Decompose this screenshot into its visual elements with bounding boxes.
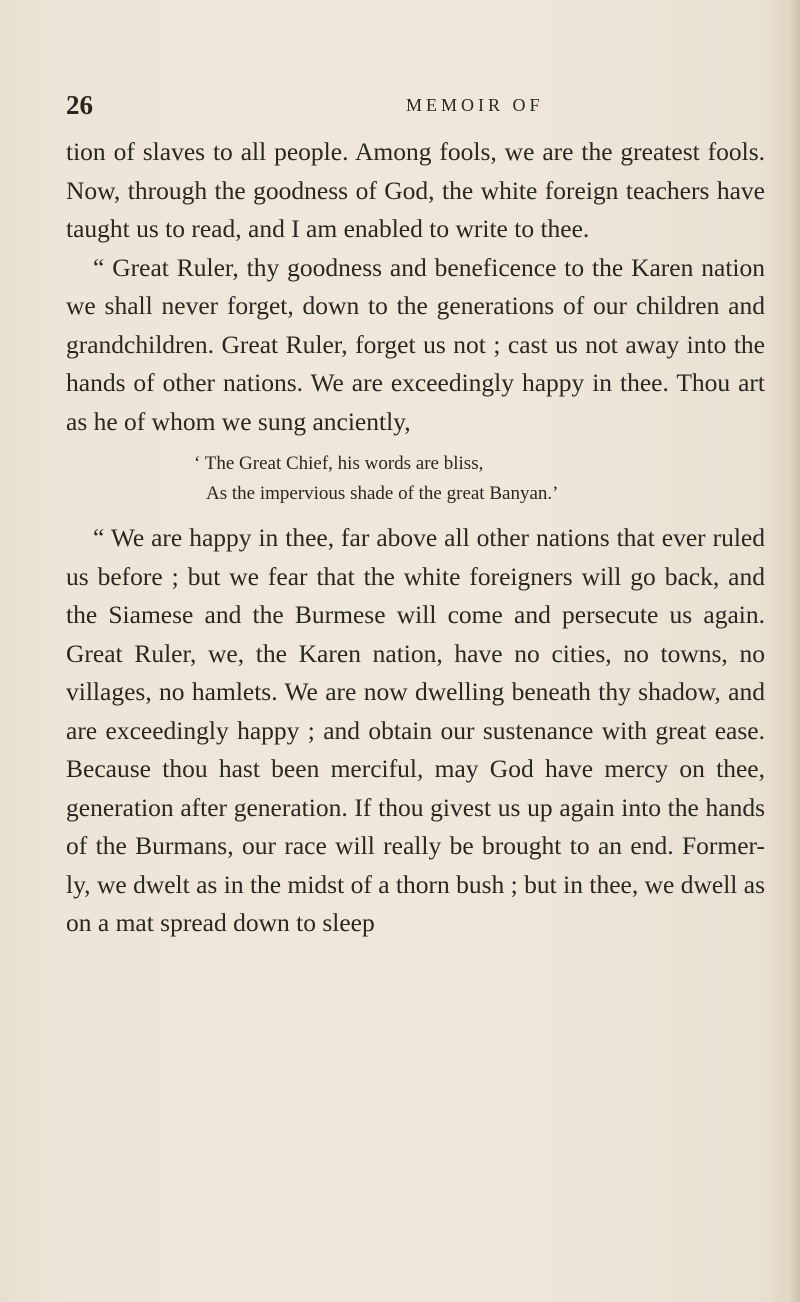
paragraph-continuation: tion of slaves to all people. Among fools, we are the greatest fools. Now, through the goodness of God, the white foreign teachers have taught us to read, and I am enabled to write to thee. [66,137,765,243]
verse-line-2: As the impervious shade of the great Banyan.’ [206,483,559,504]
verse-line-1: ‘ The Great Chief, his words are bliss, [194,453,484,474]
page-header [66,90,756,120]
verse-quotation [66,449,765,509]
page-edge-shadow [790,0,800,1302]
running-head: MEMOIR OF [406,95,544,115]
body-text [66,133,765,943]
page-number: 26 [66,90,93,120]
paragraph-happy-in-thee: “ We are happy in thee, far above all other nations that ever ruled us before ; but we fear that the white foreigners will go back, and the Siamese and the Burmese will come and persecute us again. Great Ruler, we, the Karen nation, have no cities, no towns, no villages, no hamlets. We are now dwelling beneath thy shadow, and are exceedingly happy ; and obtain our sustenance with great ease. Because thou hast been merciful, may God have mercy on thee, generation after generation. If thou givest us up again into the hands of the Burmans, our race will really be brought to an end. Former- ly, we dwelt as in the midst of a thorn bush ; but in thee, we dwell as on a mat spread down to sleep [66,523,765,937]
paragraph-great-ruler: “ Great Ruler, thy goodness and beneficence to the Karen nation we shall never forget, down to the generations of our children and grandchildren. Great Ruler, forget us not ; cast us not away into the hands of other nations. We are exceedingly happy in thee. Thou art as he of whom we sung anciently, [66,252,765,436]
